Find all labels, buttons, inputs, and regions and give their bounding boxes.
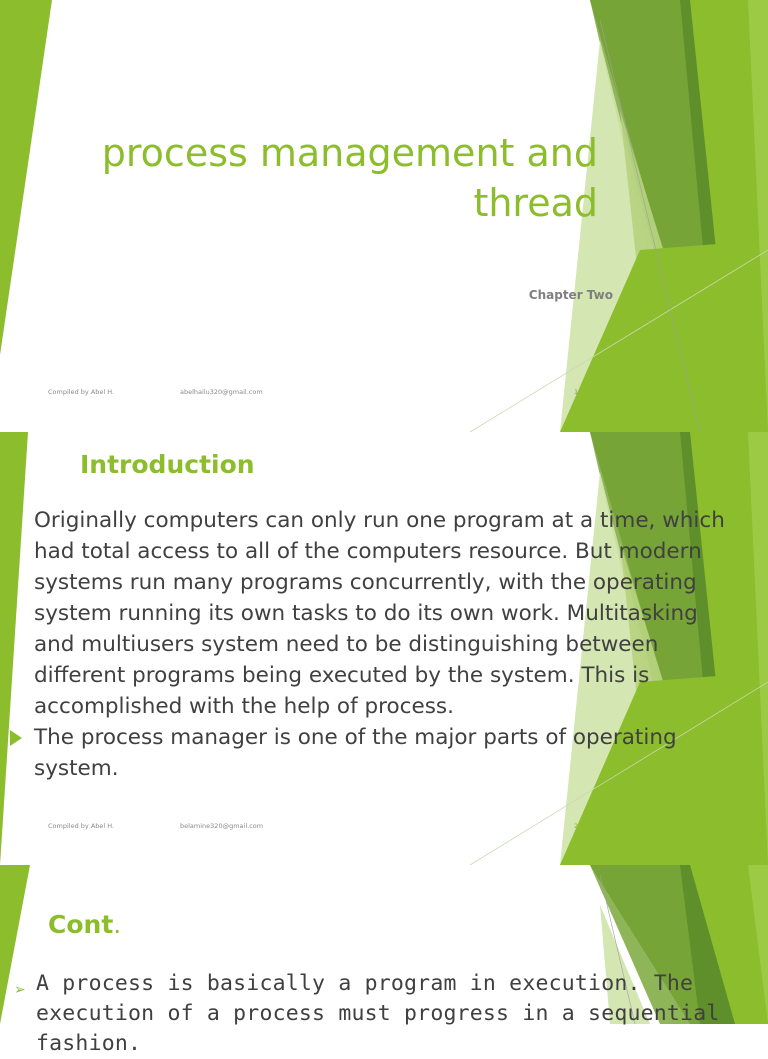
bullet-list <box>0 969 762 1059</box>
page-number: 1 <box>574 388 579 396</box>
slide-heading: Introduction <box>80 450 255 479</box>
list-item <box>0 969 762 1059</box>
footer-author: Compiled by Abel H. <box>48 822 115 830</box>
list-item <box>0 722 740 784</box>
slide-1 <box>0 0 768 432</box>
footer-email: belamine320@gmail.com <box>180 822 264 830</box>
bullet-text: Originally computers can only run one program at a time, which had total access to all of the computers resource. But modern systems run many programs concurrently, with the operating system running its own tasks to do its own work. Multitasking and multiusers system need to be distinguishing between different programs being executed by the system. This is accomplished with the help of process. <box>34 508 725 719</box>
slide-3 <box>0 865 768 1056</box>
slide-2 <box>0 432 768 865</box>
slide-title: process management and thread <box>101 131 598 225</box>
heading-text: Cont <box>48 910 114 939</box>
heading-suffix: . <box>113 910 122 939</box>
slide-subtitle: Chapter Two <box>528 288 613 302</box>
slide-heading <box>48 910 121 939</box>
bullet-text: The process manager is one of the major parts of operating system. <box>34 725 677 781</box>
bullet-text: A process is basically a program in execution. The execution of a process must progress in a sequential fashion. <box>36 971 720 1056</box>
footer-email: abelhailu320@gmail.com <box>180 388 263 396</box>
bullet-list <box>0 505 740 784</box>
list-item <box>0 505 740 722</box>
footer-author: Compiled by Abel H. <box>48 388 115 396</box>
arrow-bullet-icon: ➢ <box>14 982 26 998</box>
page-number: 2 <box>574 822 579 830</box>
triangle-bullet-icon <box>10 513 22 529</box>
triangle-bullet-icon <box>10 730 22 746</box>
